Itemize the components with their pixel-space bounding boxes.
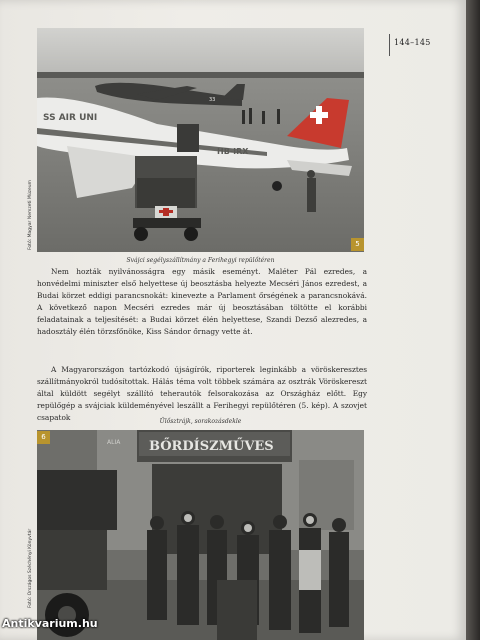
photo-credit: Fotó: Országos Széchényi Könyvtár (28, 528, 33, 608)
photo-caption: Svájci segélyszállítmány a Ferihegyi repülőtéren (126, 257, 275, 264)
photo-caption: Ülősztrájk, sorakozásdekle (159, 418, 242, 425)
upper-sign: ALIA (107, 439, 121, 446)
photo-credit: Fotó: Magyar Nemzeti Múzeum (28, 179, 33, 250)
shop-sign: BŐRDÍSZMŰVES (149, 439, 274, 454)
photo-number-badge: 6 (37, 431, 50, 444)
body-paragraph: Nem hozták nyilvánosságra egy másik eseményt. Maléter Pál ezredes, a honvédelmi miniszter első helyettese új beosztásba helyezte Mecséri János ezredest, a Budai körzet eddigi parancsnokát: kinevezte a Parlament őrségének a parancsnokává. A következő napon Mecséri ezredes már új beosztásában töltötte el korábbi feladatainak a teljesítését: a Budai körzet élén helyettese, Szandi Dezső alezredes, a hadosztály élén törzsfőnöke, Kiss Sándor őrnagy vette át. (37, 267, 367, 337)
watermark: Antikvarium.hu (2, 617, 98, 630)
body-paragraph: A Magyarországon tartózkodó újságírók, riporterek leginkább a vöröskeresztes szállítmányokról tudósítottak. Hálás téma volt többek számára az osztrák Vöröskereszt által küldött segélyt szállító teherautók felsorakozása az Országház előtt. Egy repülőgép a svájciak küldeményével leszállt a Ferihegyi repülőtéren (5. kép). A szovjet csapatok (37, 365, 367, 423)
tail-number: 33 (209, 97, 216, 103)
airport-photo (37, 28, 364, 252)
photo-number-badge: 5 (351, 238, 364, 251)
street-photo (37, 430, 364, 640)
registration-mark: HB-IRX (217, 147, 249, 156)
fuselage-lettering: SS AIR UNI (43, 113, 98, 123)
book-spine-edge (466, 0, 480, 640)
header-rule (389, 34, 390, 56)
page-number: 144–145 (394, 38, 431, 47)
